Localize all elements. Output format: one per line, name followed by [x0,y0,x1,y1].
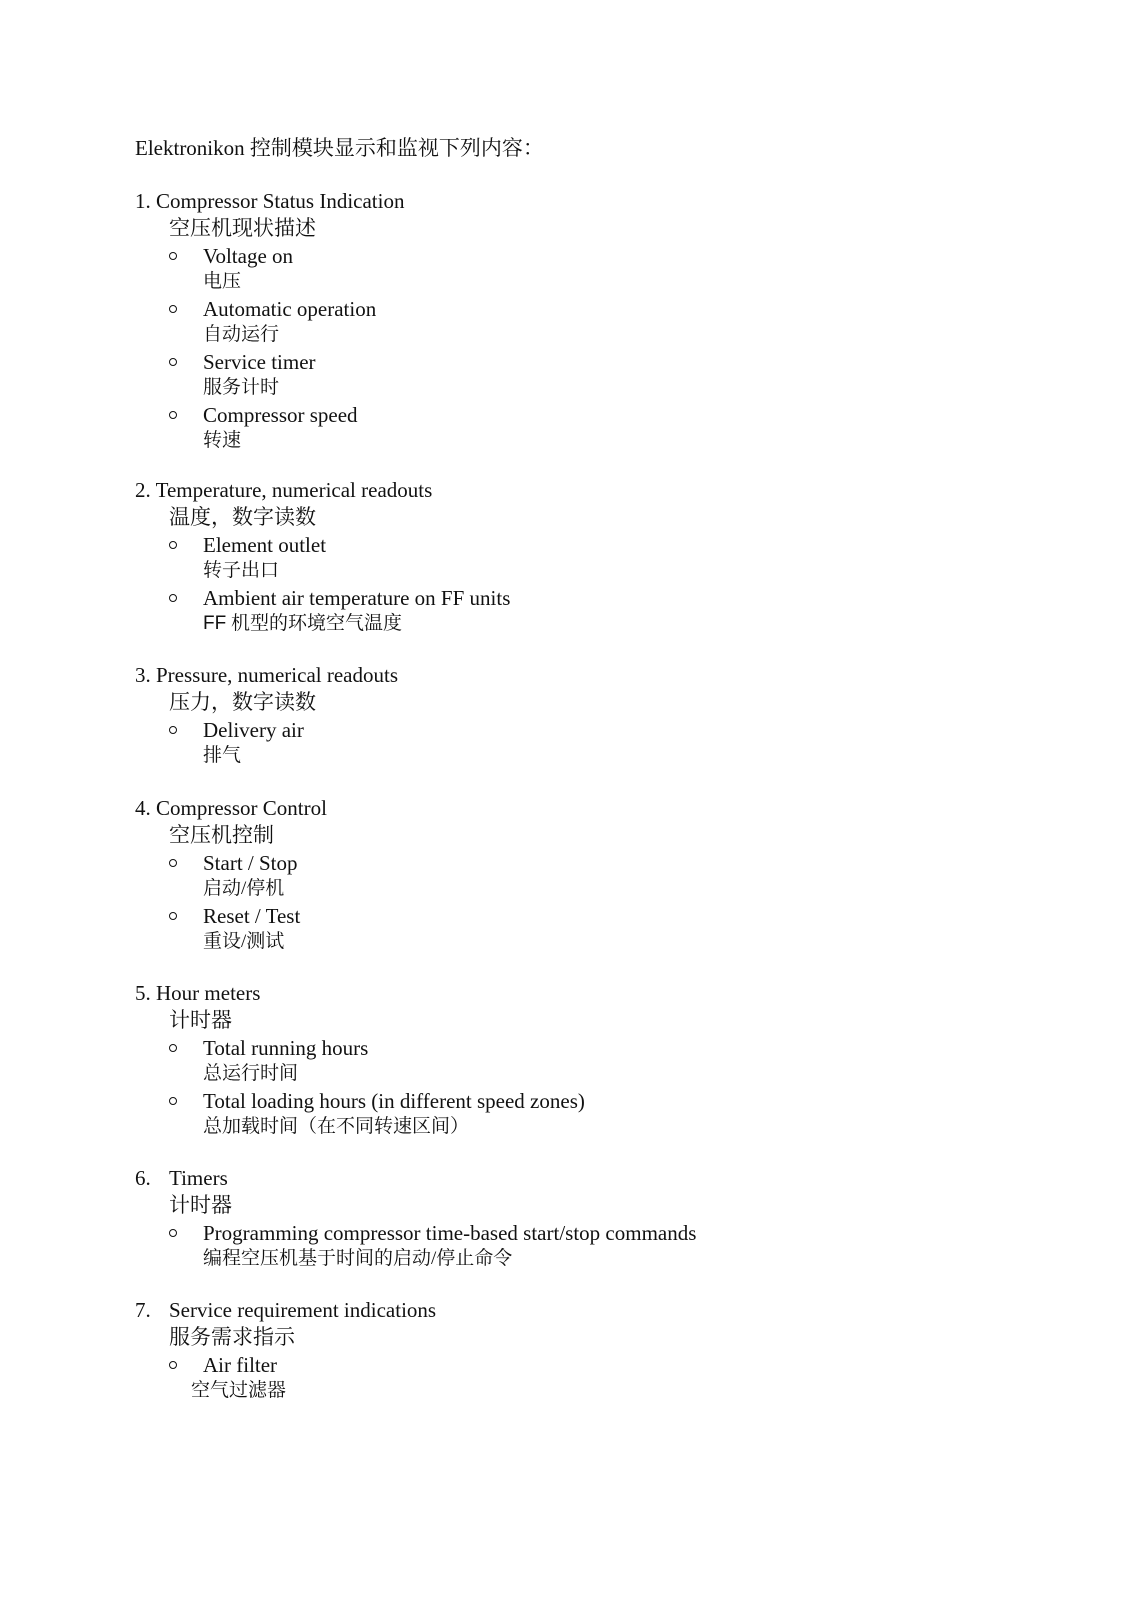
item-translation: 编程空压机基于时间的启动/停止命令 [203,1248,513,1269]
item-label: Start / Stop [203,851,298,875]
section-hour-meters [135,979,1035,1140]
section-title-text: Compressor Control [156,796,327,820]
item-translation: 转子出口 [203,560,280,581]
item-translation: 排气 [203,745,242,766]
section-compressor-status [135,187,1035,454]
item-translation: 空气过滤器 [191,1380,287,1401]
item-label: Total loading hours (in different speed zones) [203,1089,585,1113]
list-item [203,531,1035,584]
list-item [203,902,1035,955]
section-subtitle: 压力，数字读数 [169,690,316,714]
item-translation: 服务计时 [203,377,280,398]
section-number: 7. [135,1298,151,1322]
section-title [135,661,1035,689]
item-label: Voltage on [203,244,294,268]
item-translation: 电压 [203,271,242,292]
item-translation: 总运行时间 [203,1063,299,1084]
item-translation: 转速 [203,430,242,451]
section-subtitle: 温度，数字读数 [169,505,316,529]
item-translation-text: 机型的环境空气温度 [230,613,402,634]
section-subtitle: 计时器 [169,1008,232,1032]
list-item [203,716,1035,769]
bullet-icon [169,726,177,734]
item-label: Reset / Test [203,904,301,928]
section-number: 1. [135,189,151,213]
section-title-text: Hour meters [156,981,261,1005]
list-item [203,849,1035,902]
intro-text: Elektronikon 控制模块显示和监视下列内容： [135,136,544,160]
section-title-text: Temperature, numerical readouts [155,478,433,502]
item-label: Automatic operation [203,297,377,321]
bullet-icon [169,1044,177,1052]
bullet-icon [169,305,177,313]
item-label: Air filter [203,1353,278,1377]
section-title [135,979,1035,1007]
list-item [203,348,1035,401]
list-item [203,1219,1035,1272]
item-translation-prefix: FF [203,613,227,634]
bullet-icon [169,912,177,920]
section-title [135,1296,1035,1324]
item-label: Delivery air [203,718,304,742]
section-compressor-control [135,794,1035,955]
list-item [191,1351,1035,1404]
bullet-icon [169,1229,177,1237]
section-subtitle: 计时器 [169,1193,232,1217]
list-item [203,1034,1035,1087]
item-translation: 总加载时间（在不同转速区间） [203,1116,470,1137]
list-item [203,401,1035,454]
section-timers [135,1164,1035,1272]
section-number: 6. [135,1166,151,1190]
section-title-text: Compressor Status Indication [156,189,405,213]
section-temperature [135,476,1035,637]
item-translation: 启动/停机 [203,878,285,899]
item-label: Total running hours [203,1036,369,1060]
bullet-icon [169,358,177,366]
bullet-icon [169,859,177,867]
item-translation [203,612,1035,636]
section-title-text: Service requirement indications [169,1298,437,1322]
list-item [203,295,1035,348]
item-translation: 自动运行 [203,324,280,345]
bullet-icon [169,411,177,419]
section-service-requirement [135,1296,1035,1404]
list-item [203,1087,1035,1140]
section-subtitle: 服务需求指示 [169,1325,295,1349]
item-label: Element outlet [203,533,327,557]
bullet-icon [169,1097,177,1105]
item-label: Programming compressor time-based start/stop commands [203,1221,697,1245]
section-subtitle: 空压机现状描述 [169,216,316,240]
section-title-text: Pressure, numerical readouts [156,663,399,687]
item-label: Compressor speed [203,403,358,427]
list-item [203,242,1035,295]
item-translation: 重设/测试 [203,931,285,952]
section-title-text: Timers [169,1166,228,1190]
section-number: 5. [135,981,151,1005]
section-title [135,187,1035,215]
section-number: 4. [135,796,151,820]
bullet-icon [169,541,177,549]
section-title [135,794,1035,822]
section-title [135,476,1035,504]
bullet-icon [169,1361,177,1369]
section-title [135,1164,1035,1192]
section-number: 2. [135,478,151,502]
bullet-icon [169,252,177,260]
bullet-icon [169,594,177,602]
section-subtitle: 空压机控制 [169,823,274,847]
section-pressure [135,661,1035,769]
section-number: 3. [135,663,151,687]
item-label: Ambient air temperature on FF units [203,586,511,610]
item-label: Service timer [203,350,316,374]
list-item [203,584,1035,637]
